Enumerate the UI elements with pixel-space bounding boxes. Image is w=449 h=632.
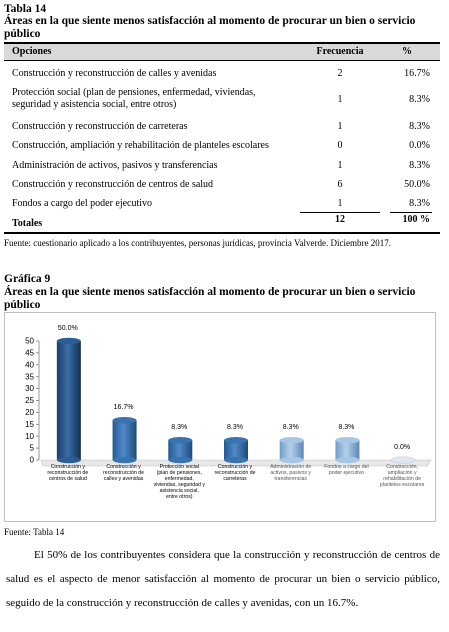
table-row-pct: 8.3% (409, 198, 430, 209)
x-tick-label: Protección social (plan de pensiones, enfermedad, viviendas, seguridad y asistencia social, entre otros) (153, 464, 205, 500)
y-tick-label: 5 (29, 443, 34, 453)
total-sum-rule (300, 212, 380, 213)
table-row-pct: 8.3% (409, 160, 430, 171)
data-labels (4, 312, 434, 520)
y-tick-label: 10 (25, 431, 34, 441)
total-label: Totales (12, 218, 43, 229)
table-title: Áreas en la que siente menos satisfacción al momento de procurar un bien o servicio público (4, 15, 416, 40)
table-source: Fuente: cuestionario aplicado a los contribuyentes, personas jurídicas, provincia Valverde. Diciembre 2017. (4, 238, 391, 248)
table-row-option: Construcción y reconstrucción de calles y avenidas (12, 68, 217, 79)
y-tick-label: 50 (25, 336, 34, 346)
y-tick-label: 45 (25, 348, 34, 358)
y-tick-label: 30 (25, 384, 34, 394)
data-label: 50.0% (57, 325, 78, 332)
chart-title: Áreas en la que siente menos satisfacción al momento de procurar un bien o servicio público (4, 286, 416, 311)
table-row-freq: 1 (337, 198, 343, 209)
y-tick-label: 15 (25, 419, 34, 429)
total-pct: 100 % (402, 214, 430, 225)
table-row-option: Construcción y reconstrucción de carreteras (12, 121, 188, 132)
table-row-freq: 6 (337, 179, 343, 190)
table-row-pct: 16.7% (404, 68, 430, 79)
y-tick-label: 25 (25, 396, 34, 406)
table-row-freq: 1 (337, 94, 343, 105)
analysis-paragraph: El 50% de los contribuyentes considera que la construcción y reconstrucción de centros de salud es el aspecto de menor satisfacción al momento de procurar un bien o servicio público, seguido de la construcción y reconstrucción de calles y avenidas, con un 16.7%. (6, 549, 440, 609)
total-freq: 12 (335, 214, 345, 225)
table-row-freq: 1 (337, 160, 343, 171)
y-tick-label: 0 (29, 455, 34, 465)
data-label: 16.7% (113, 404, 134, 412)
header-frecuencia: Frecuencia (316, 46, 364, 57)
x-tick-label: Fondos a cargo del poder ejecutivo (324, 464, 369, 476)
table-row-option: Fondos a cargo del poder ejecutivo (12, 198, 153, 209)
header-percent: % (402, 46, 412, 57)
y-tick-label: 20 (25, 408, 34, 417)
table-row-freq: 0 (337, 140, 343, 151)
table-caption: Tabla 14 (4, 3, 47, 15)
total-sum-rule (390, 212, 432, 213)
table-row-option: Protección social (plan de pensiones, enfermedad, viviendas, seguridad y asistencia social, entre otros) (12, 87, 256, 110)
data-label: 8.3% (338, 424, 355, 432)
table-row-freq: 2 (337, 68, 343, 79)
y-tick-label: 35 (25, 372, 34, 382)
table-row-pct: 8.3% (409, 94, 430, 105)
table-row-pct: 0.0% (409, 140, 430, 151)
header-rule (4, 60, 440, 61)
data-label: 8.3% (171, 424, 188, 432)
header-opciones: Opciones (12, 46, 52, 57)
table-bottom-rule (4, 232, 440, 234)
table-row-pct: 50.0% (404, 179, 430, 190)
table-row-option: Administración de activos, pasivos y transferencias (12, 160, 218, 171)
data-label: 0.0% (394, 444, 411, 451)
chart-source: Fuente: Tabla 14 (4, 527, 65, 537)
y-tick-label: 40 (25, 360, 34, 370)
data-label: 8.3% (282, 424, 299, 432)
x-tick-label: Construcción, ampliación y rehabilitación de planteles escolares (379, 464, 425, 488)
x-tick-label: Construcción y reconstrucción de carreteras (214, 464, 256, 482)
chart-caption: Gráfica 9 (4, 273, 51, 285)
table-row-option: Construcción, ampliación y rehabilitación de planteles escolares (12, 140, 269, 151)
table-row-freq: 1 (337, 121, 343, 132)
x-tick-label: Construcción y reconstrucción de centros de salud (47, 464, 89, 482)
x-tick-label: Administración de activos, pasivos y transferencias (270, 464, 312, 482)
x-tick-label: Construcción y reconstrucción de calles y avenidas (103, 464, 145, 482)
data-label: 8.3% (227, 424, 243, 432)
table-row-option: Construcción y reconstrucción de centros de salud (12, 179, 214, 190)
table-row-pct: 8.3% (409, 121, 430, 132)
